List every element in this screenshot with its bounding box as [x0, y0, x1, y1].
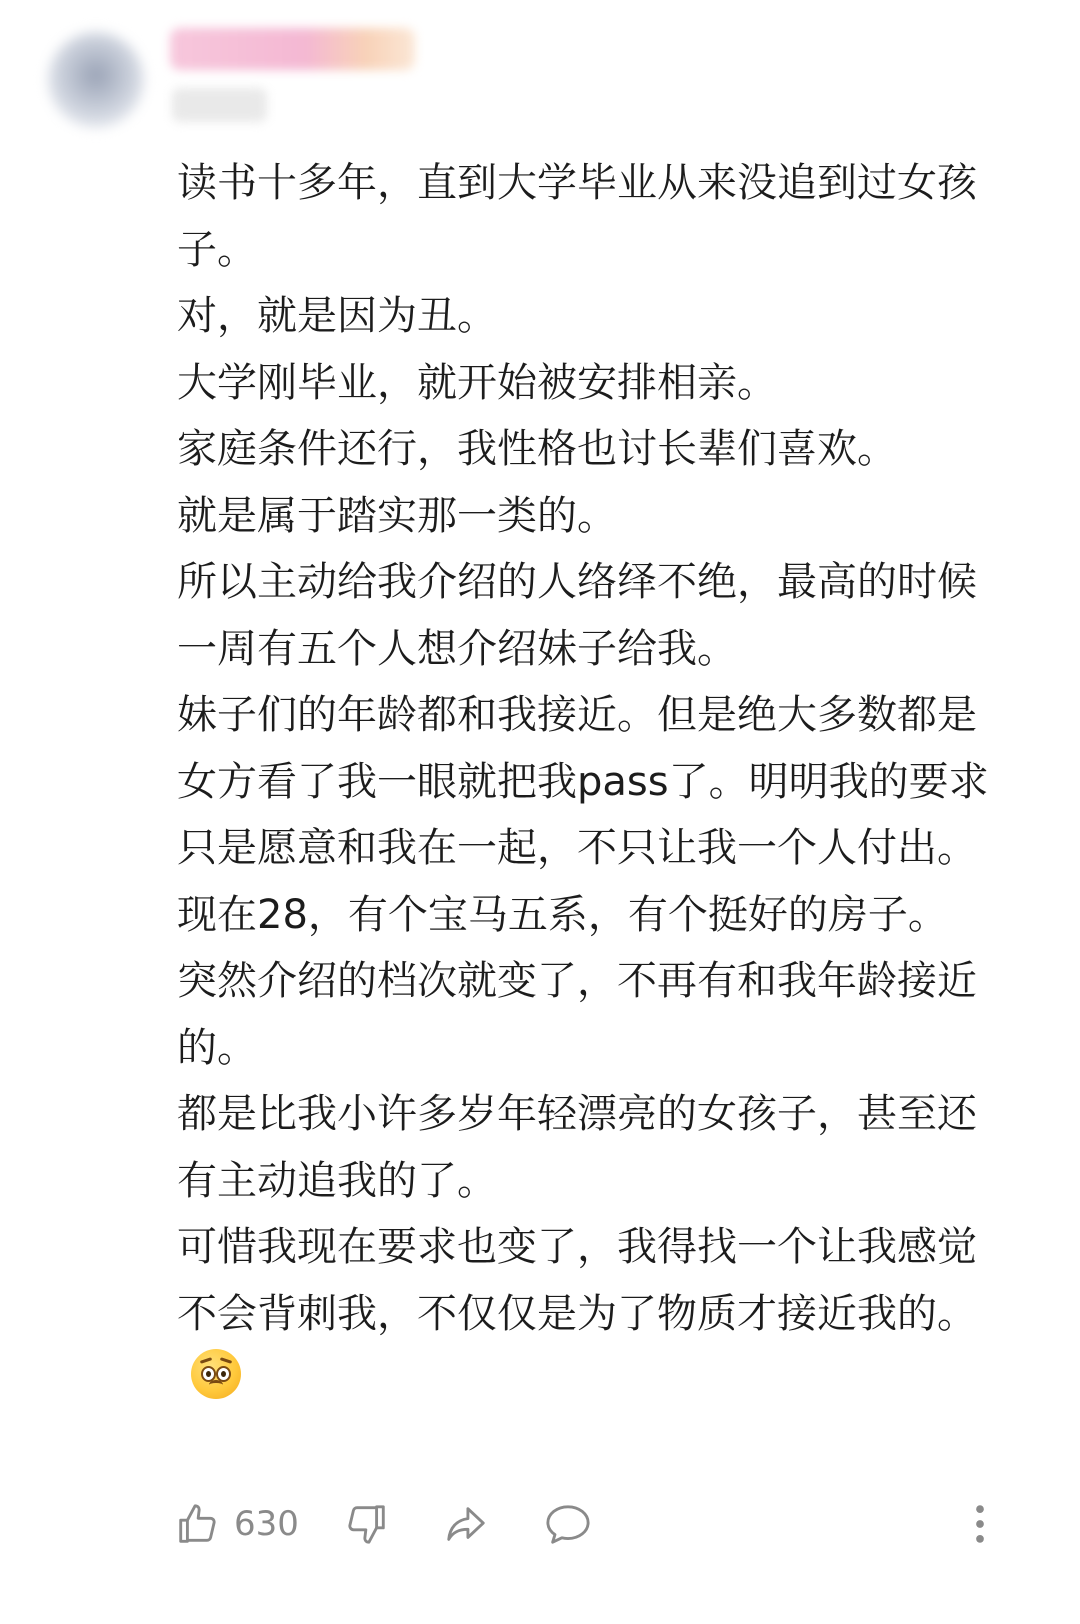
- share-icon: [442, 1501, 490, 1547]
- like-button[interactable]: [174, 1494, 299, 1554]
- dislike-button[interactable]: [344, 1494, 390, 1554]
- comment-action-bar: [0, 1494, 1080, 1554]
- like-count: 630: [234, 1504, 299, 1544]
- avatar[interactable]: [48, 32, 144, 128]
- user-subline-blurred: [172, 88, 267, 122]
- more-options-button[interactable]: [960, 1494, 1000, 1554]
- username-blurred[interactable]: [170, 28, 415, 70]
- share-button[interactable]: [442, 1494, 490, 1554]
- comment-body: [177, 150, 1007, 1414]
- more-vertical-icon: [974, 1503, 986, 1545]
- comment-icon: [543, 1501, 593, 1547]
- worried-face-icon: [191, 1349, 241, 1399]
- comment-text: 读书十多年，直到大学毕业从来没追到过女孩子。 对，就是因为丑。 大学刚毕业，就开始被安排相亲。 家庭条件还行，我性格也讨长辈们喜欢。 就是属于踏实那一类的。 所以主动给我介绍的人络绎不绝，最高的时候一周有五个人想介绍妹子给我。 妹子们的年龄都和我接近。但是绝大多数都是女方看了我一眼就把我pass了。明明我的要求只是愿意和我在一起，不只让我一个人付出。 现在28，有个宝马五系，有个挺好的房子。 突然介绍的档次就变了，不再有和我年龄接近的。 都是比我小许多岁年轻漂亮的女孩子，甚至还有主动追我的了。 可惜我现在要求也变了，我得找一个让我感觉不会背刺我，不仅仅是为了物质才接近我的。: [177, 160, 989, 1337]
- thumbs-down-icon: [344, 1501, 390, 1547]
- thumbs-up-icon: [174, 1501, 220, 1547]
- reply-button[interactable]: [543, 1494, 593, 1554]
